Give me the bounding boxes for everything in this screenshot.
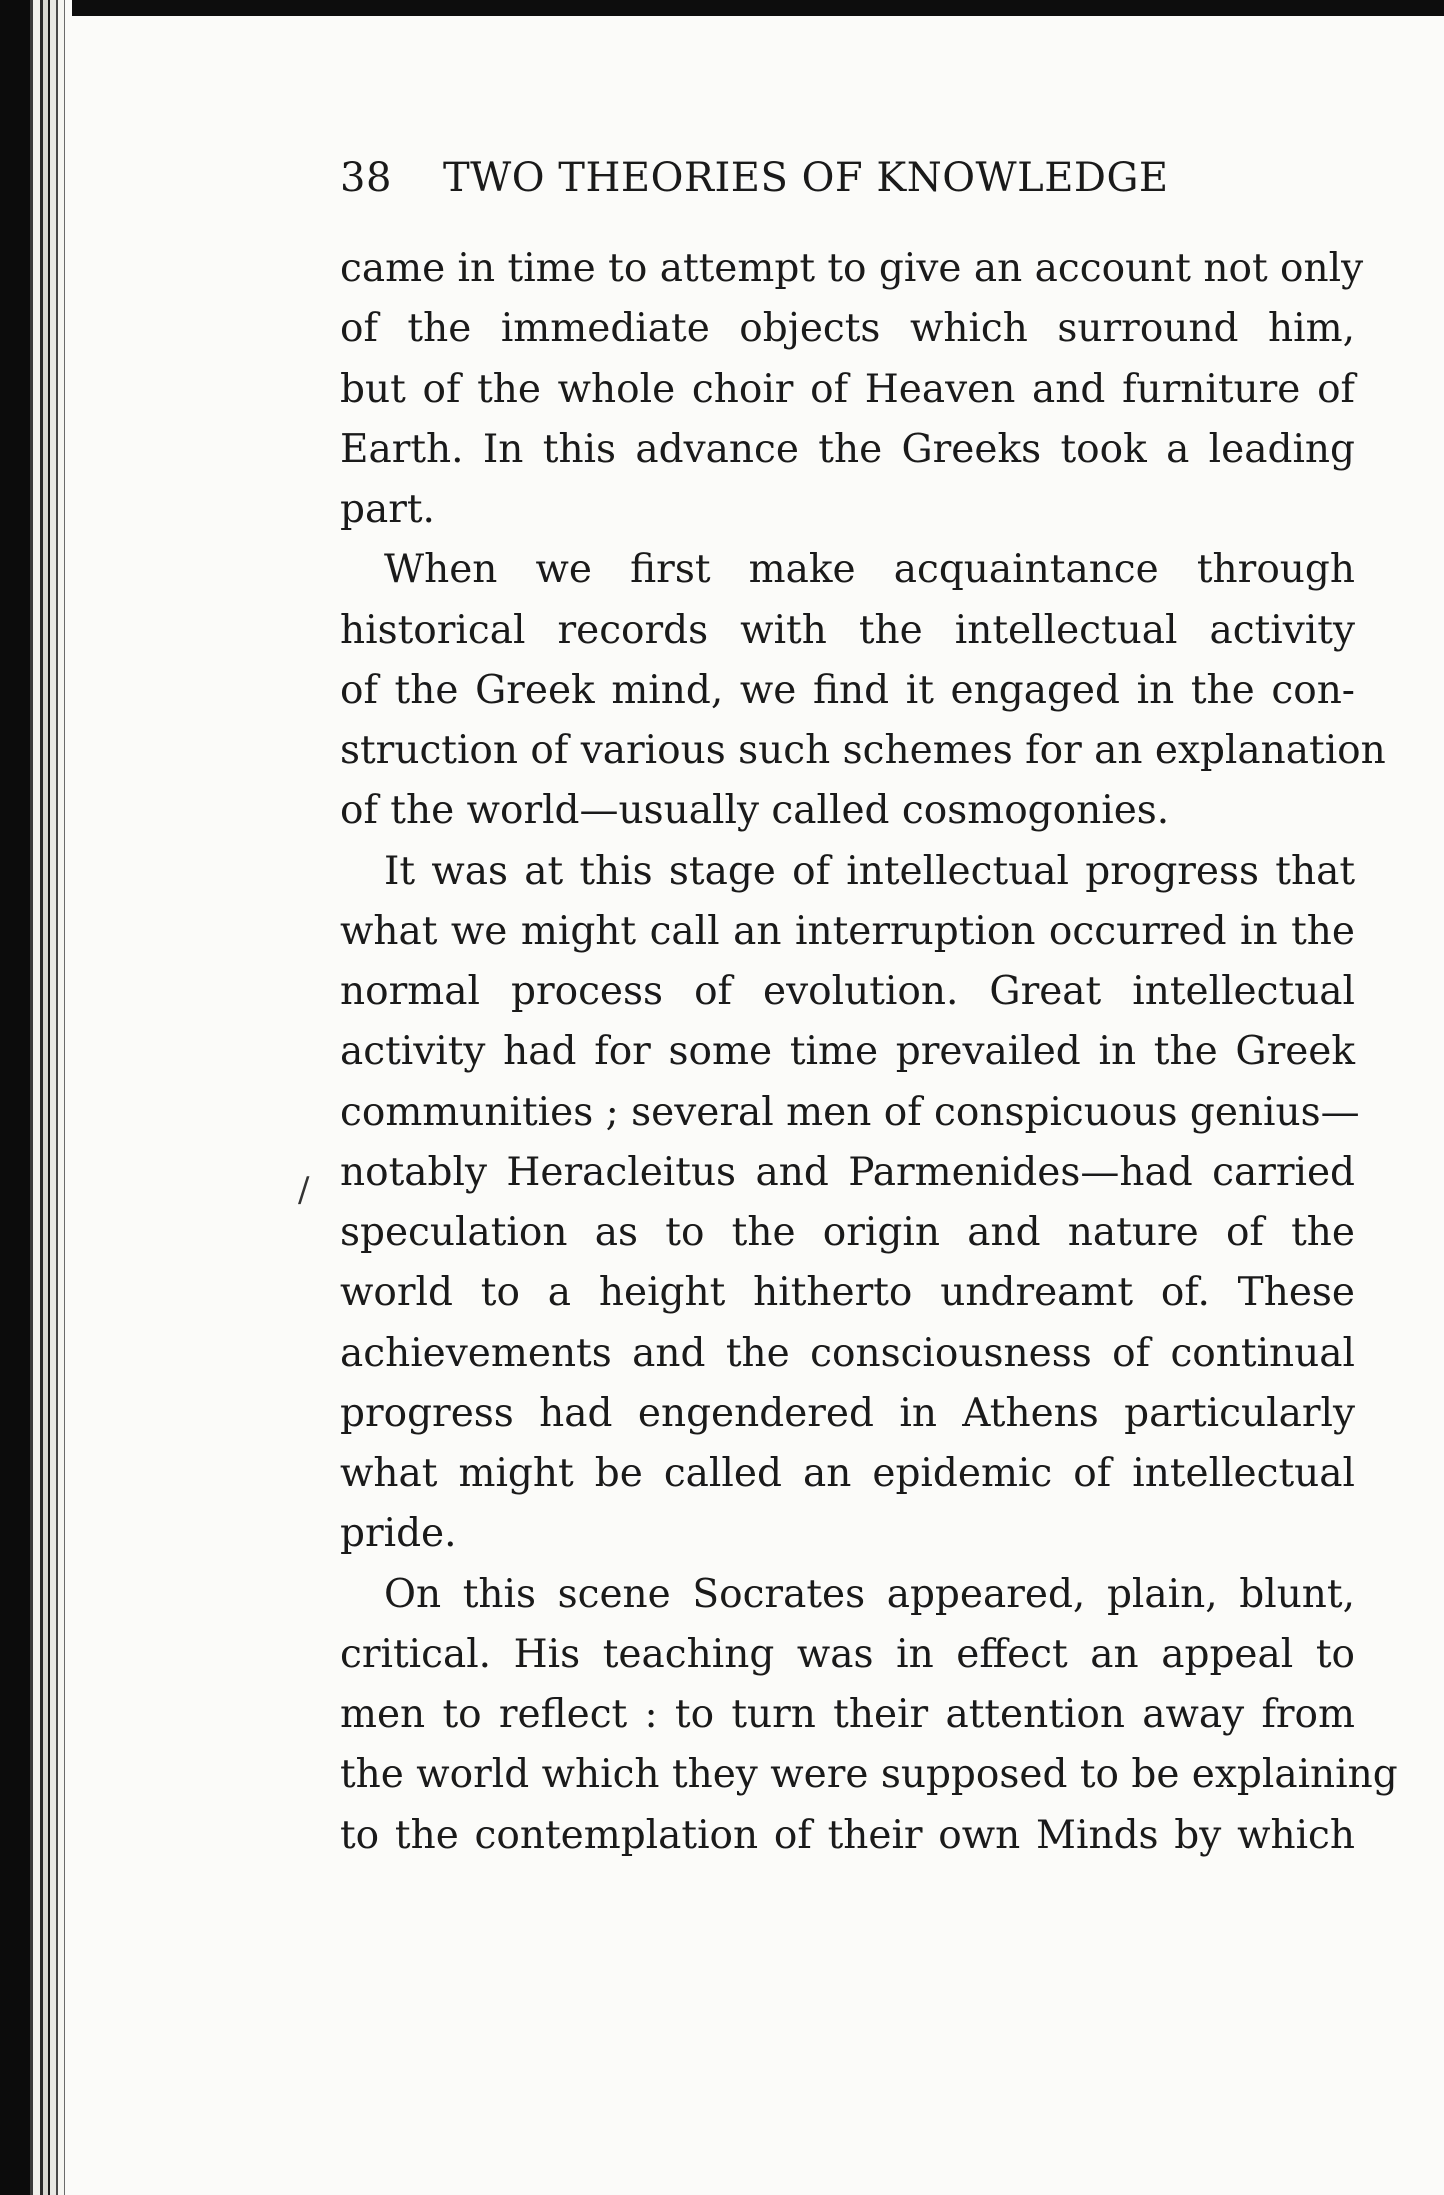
text-line: what might be called an epidemic of intellectual	[340, 1451, 1355, 1496]
paragraph-start-line: It was at this stage of intellectual progress that	[384, 848, 1355, 894]
scan-top-edge	[0, 0, 1444, 16]
text-line: came in time to attempt to give an account not only	[340, 246, 1364, 291]
text-line: struction of various such schemes for an explanation	[340, 728, 1386, 773]
text-line: of the Greek mind, we find it engaged in the con-	[340, 667, 1355, 713]
text-line: men to reflect : to turn their attention away from	[340, 1692, 1355, 1737]
text-line: world to a height hitherto undreamt of. These	[340, 1270, 1355, 1316]
text-line: of the immediate objects which surround him,	[340, 306, 1355, 352]
text-line: pride.	[340, 1511, 457, 1557]
text-line: historical records with the intellectual activity	[340, 607, 1355, 653]
text-line: communities ; several men of conspicuous genius—	[340, 1089, 1360, 1135]
margin-pencil-mark: ∕	[298, 1170, 310, 1210]
page-header	[340, 155, 1350, 215]
paragraph-start-line: When we first make acquaintance through	[384, 547, 1355, 593]
book-binding-edge	[0, 0, 72, 2195]
text-line: notably Heracleitus and Parmenides—had carried	[340, 1149, 1355, 1195]
running-title: TWO THEORIES OF KNOWLEDGE	[443, 155, 1169, 201]
text-line: progress had engendered in Athens particularly	[340, 1390, 1355, 1436]
text-line: critical. His teaching was in effect an appeal to	[340, 1631, 1355, 1677]
text-line: normal process of evolution. Great intellectual	[340, 969, 1355, 1014]
text-line: what we might call an interruption occurred in the	[340, 908, 1355, 954]
text-line: activity had for some time prevailed in the Greek	[340, 1029, 1355, 1075]
text-line: speculation as to the origin and nature of the	[340, 1210, 1355, 1255]
text-line: to the contemplation of their own Minds by which	[340, 1812, 1355, 1858]
text-line: part.	[340, 487, 435, 532]
text-line: achievements and the consciousness of continual	[340, 1330, 1355, 1376]
paragraph-start-line: On this scene Socrates appeared, plain, blunt,	[384, 1571, 1355, 1617]
text-line: of the world—usually called cosmogonies.	[340, 788, 1170, 834]
text-line: but of the whole choir of Heaven and furniture of	[340, 366, 1355, 412]
text-line: Earth. In this advance the Greeks took a leading	[340, 426, 1355, 472]
text-line: the world which they were supposed to be explaining	[340, 1752, 1398, 1798]
body-text	[340, 239, 1398, 1866]
page-number: 38	[340, 155, 392, 201]
